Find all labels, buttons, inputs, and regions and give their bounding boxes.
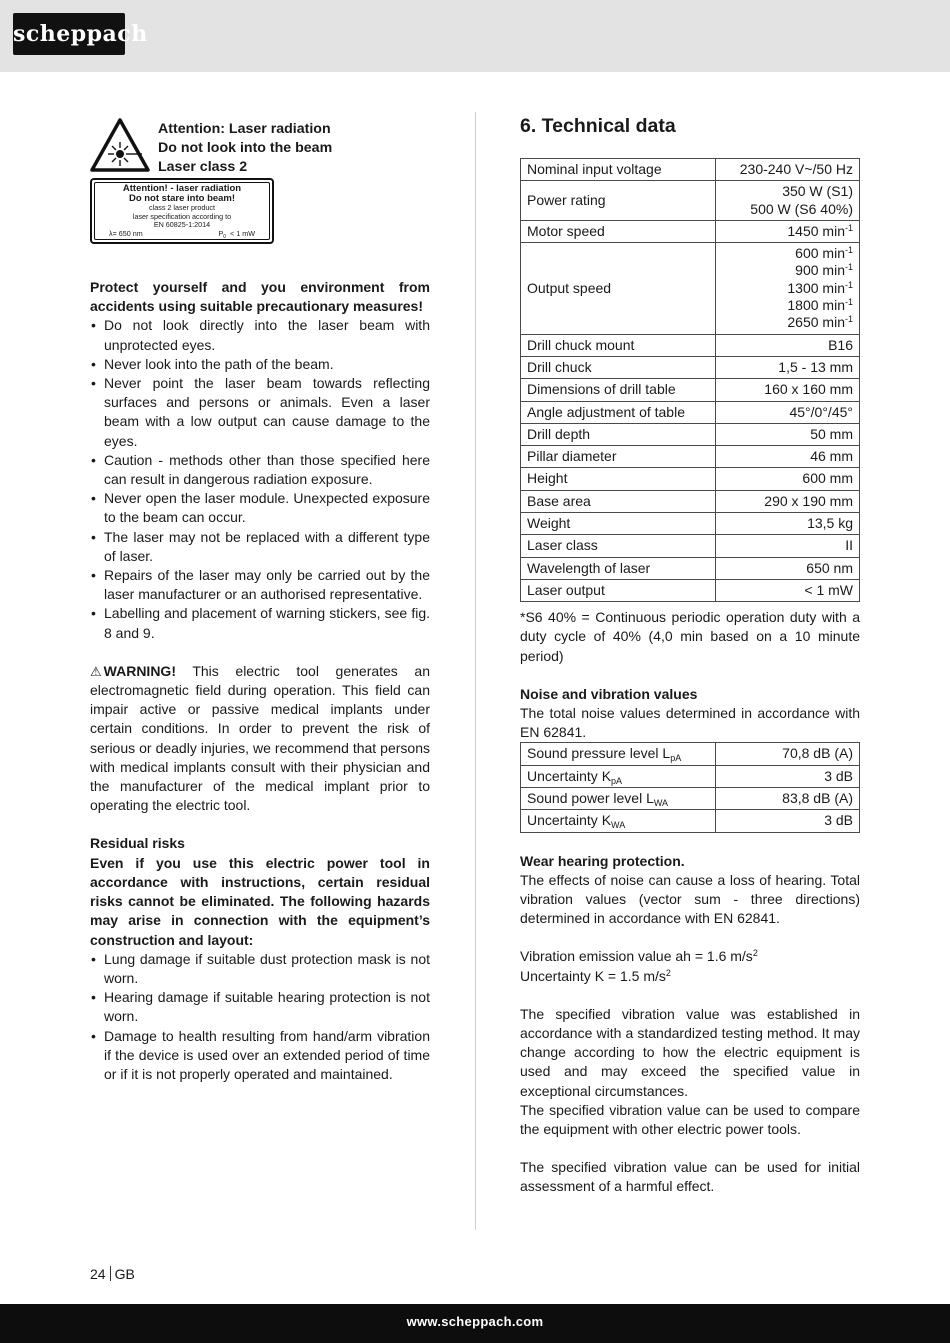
protect-list bbox=[90, 316, 430, 642]
noise-table bbox=[520, 742, 860, 832]
warning-paragraph bbox=[90, 662, 430, 816]
residual-heading: Residual risks bbox=[90, 835, 185, 852]
page-number: 24 GB bbox=[90, 1266, 135, 1282]
laser-warning-text bbox=[158, 120, 332, 177]
table-row: Pillar diameter 46 mm bbox=[521, 446, 860, 468]
right-column bbox=[520, 112, 860, 1197]
list-item: • Never look into the path of the beam. bbox=[90, 355, 430, 374]
technical-data-table bbox=[520, 158, 860, 602]
table-row: Uncertainty $K_{WA}$ 3 dB bbox=[521, 810, 860, 832]
table-row: Wavelength of laser 650 nm bbox=[521, 557, 860, 579]
vibration-text-3: The specified vibration value can be used for initial assessment of a harmful effect. bbox=[520, 1159, 860, 1195]
list-item: • The laser may not be replaced with a different type of laser. bbox=[90, 528, 430, 566]
protect-heading: Protect yourself and you environment from accidents using suitable precautionary measures! bbox=[90, 279, 430, 315]
table-row: Drill chuck mount B16 bbox=[521, 334, 860, 356]
label-power: P bbox=[218, 228, 224, 238]
noise-intro: The total noise values determined in accordance with EN 62841. bbox=[520, 705, 860, 741]
vibration-text-2: The specified vibration value can be used to compare the equipment with other electric power tools. bbox=[520, 1101, 860, 1138]
section-title: 6. Technical data bbox=[520, 115, 676, 137]
label-line-2: Do not stare into beam! bbox=[128, 193, 236, 204]
vibration-emission: Vibration emission value ah = 1.6 $m/s^2$ bbox=[520, 948, 758, 965]
label-power-value: < 1 mW bbox=[230, 228, 255, 238]
table-row: Angle adjustment of table 45°/0°/45° bbox=[521, 401, 860, 423]
list-item: • Damage to health resulting from hand/arm vibration if the device is used over an extended period of time or if it is not properly operated and maintained. bbox=[90, 1027, 430, 1085]
table-row: Drill chuck 1,5 - 13 mm bbox=[521, 356, 860, 378]
footnote: *S6 40% = Continuous periodic operation duty with a duty cycle of 40% (4,0 min based on a 10 minute period) bbox=[520, 609, 860, 664]
label-wavelength: λ= 650 nm bbox=[109, 228, 143, 238]
label-line-4: laser specification according to bbox=[132, 211, 232, 221]
warning-triangle-icon: ⚠ bbox=[90, 663, 102, 679]
laser-warning-header bbox=[90, 118, 430, 176]
list-item: • Labelling and placement of warning stickers, see fig. 8 and 9. bbox=[90, 604, 430, 642]
laser-line-3: Laser class 2 bbox=[158, 159, 248, 175]
table-row: Motor speed 1450 $\min^{-1}$ bbox=[521, 220, 860, 242]
table-row: Laser output < 1 mW bbox=[521, 579, 860, 601]
table-row: Sound power level $L_{WA}$ 83,8 dB (A) bbox=[521, 788, 860, 810]
residual-intro: Even if you use this electric power tool in accordance with instructions, certain residual risks cannot be eliminated. The following hazards may arise in connection with the equipment’s construction and layout: bbox=[90, 854, 430, 948]
footer-url[interactable]: www.scheppach.com bbox=[406, 1314, 544, 1329]
residual-list bbox=[90, 950, 430, 1084]
table-row: Sound pressure level $L_{pA}$ 70,8 dB (A) bbox=[521, 743, 860, 765]
scheppach-logo: scheppach bbox=[13, 13, 125, 55]
table-row: Height 600 mm bbox=[521, 468, 860, 490]
laser-label-sticker: Attention! - laser radiation Do not stare into beam! class 2 laser product laser specification according to EN 60825-1:2014 λ= 650 nm $P_0 < 1$ mW bbox=[90, 178, 274, 244]
list-item: • Hearing damage if suitable hearing protection is not worn. bbox=[90, 988, 430, 1026]
column-divider bbox=[475, 112, 476, 1230]
laser-line-1: Attention: Laser radiation bbox=[158, 121, 331, 137]
table-row: Uncertainty $K_{pA}$ 3 dB bbox=[521, 765, 860, 787]
label-line-5: EN 60825-1:2014 bbox=[153, 220, 211, 230]
warning-text: This electric tool generates an electromagnetic field during operation. This field can impair active or passive medical implants under certain conditions. In order to prevent the risk of serious or deadly injuries, we recommend that persons with medical implants consult with their physician and the manufacturer of the medical implant prior to operating the electric tool. bbox=[90, 662, 430, 814]
list-item: • Caution - methods other than those specified here can result in dangerous radiation exposure. bbox=[90, 451, 430, 489]
table-row: Base area 290 x 190 mm bbox=[521, 490, 860, 512]
list-item: • Never open the laser module. Unexpected exposure to the beam can occur. bbox=[90, 489, 430, 527]
list-item: • Do not look directly into the laser beam with unprotected eyes. bbox=[90, 316, 430, 354]
table-row: Weight 13,5 kg bbox=[521, 513, 860, 535]
list-item: • Lung damage if suitable dust protection mask is not worn. bbox=[90, 950, 430, 988]
noise-heading: Noise and vibration values bbox=[520, 685, 698, 702]
table-row: Output speed 600 $\min^{-1}$ 900 $\min^{-1}$ 1300 $\min^{-1}$ 1800 $\min^{-1}$ 2650 $\min^{-1}$ bbox=[521, 243, 860, 334]
label-line-3: class 2 laser product bbox=[149, 203, 215, 212]
label-line-1: Attention! - laser radiation bbox=[122, 183, 242, 194]
laser-hazard-icon bbox=[90, 118, 150, 173]
list-item: • Never point the laser beam towards reflecting surfaces and persons or animals. Even a laser beam with a low output can cause damage to the eyes. bbox=[90, 374, 430, 451]
table-row: Dimensions of drill table 160 x 160 mm bbox=[521, 379, 860, 401]
list-item: • Repairs of the laser may only be carried out by the laser manufacturer or an authorised representative. bbox=[90, 566, 430, 604]
hearing-heading: Wear hearing protection. bbox=[520, 852, 685, 869]
warning-label: WARNING! bbox=[103, 662, 176, 679]
table-row: Nominal input voltage 230-240 V~/50 Hz bbox=[521, 159, 860, 181]
table-row: Laser class II bbox=[521, 535, 860, 557]
hearing-text: The effects of noise can cause a loss of hearing. Total vibration values (vector sum - three directions) determined in accordance with EN 62841. bbox=[520, 871, 860, 927]
vibration-uncertainty: Uncertainty K = 1.5 $m/s^2$ bbox=[520, 967, 671, 984]
table-row: Drill depth 50 mm bbox=[521, 423, 860, 445]
table-row: Power rating 350 W (S1) 500 W (S6 40%) bbox=[521, 181, 860, 221]
vibration-text-1: The specified vibration value was established in accordance with a standardized testing method. It may change according to how the electric equipment is used and may exceed the specified value in exceptional circumstances. bbox=[520, 1005, 860, 1099]
laser-line-2: Do not look into the beam bbox=[158, 140, 333, 156]
left-column bbox=[90, 118, 430, 1084]
